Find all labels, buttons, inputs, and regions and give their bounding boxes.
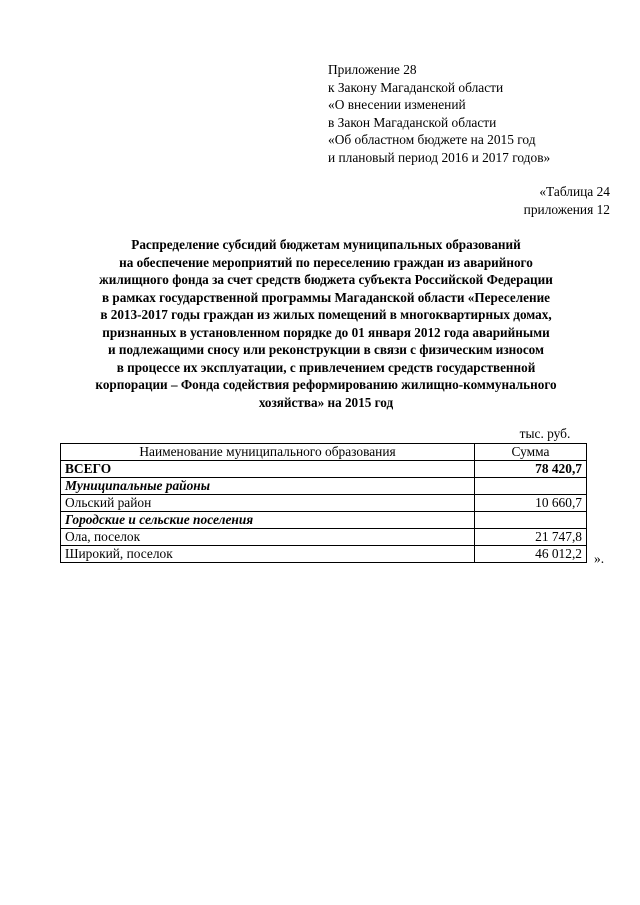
row-name: ВСЕГО — [61, 461, 475, 478]
table-header-row — [61, 444, 587, 461]
row-name: Муниципальные районы — [61, 478, 475, 495]
row-name: Ольский район — [61, 495, 475, 512]
appendix-line: в Закон Магаданской области — [328, 114, 497, 130]
appendix-line: «О внесении изменений — [328, 97, 466, 113]
row-name: Широкий, поселок — [61, 546, 475, 563]
appendix-header — [328, 61, 550, 167]
title-line: признанных в установленном порядке до 01 января 2012 года аварийными — [102, 324, 550, 340]
title-line: в рамках государственной программы Магаданской области «Переселение — [101, 289, 551, 305]
table-row — [61, 546, 587, 563]
title-line: в процессе их эксплуатации, с привлечением средств государственной — [116, 359, 536, 375]
table-reference-line: приложения 12 — [523, 201, 610, 217]
table-reference-line: «Таблица 24 — [539, 184, 610, 199]
document-title — [60, 236, 592, 411]
closing-quote-mark: ». — [594, 551, 605, 566]
title-line: и подлежащими сносу или реконструкции в связи с физическим износом — [107, 342, 544, 358]
row-sum: 78 420,7 — [475, 461, 587, 478]
title-line: корпорации – Фонда содействия реформированию жилищно-коммунального — [95, 377, 557, 393]
appendix-line: «Об областном бюджете на 2015 год — [328, 132, 536, 148]
row-sum: 21 747,8 — [475, 529, 587, 546]
title-line: Распределение субсидий бюджетам муниципальных образований — [131, 237, 521, 252]
title-line: в 2013-2017 годы граждан из жилых помещений в многоквартирных домах, — [100, 307, 552, 323]
table-row — [61, 495, 587, 512]
title-line: на обеспечение мероприятий по переселению граждан из аварийного — [119, 254, 533, 270]
row-name: Ола, поселок — [61, 529, 475, 546]
row-sum — [475, 478, 587, 495]
appendix-line: к Закону Магаданской области — [328, 79, 504, 95]
appendix-line: Приложение 28 — [328, 62, 417, 77]
table-row-group — [61, 478, 587, 495]
row-sum: 46 012,2 — [475, 546, 587, 563]
table-row-total — [61, 461, 587, 478]
table-reference — [524, 183, 610, 218]
title-line: жилищного фонда за счет средств бюджета субъекта Российской Федерации — [99, 272, 553, 288]
units-label: тыс. руб. — [519, 426, 571, 441]
table-row — [61, 529, 587, 546]
row-sum: 10 660,7 — [475, 495, 587, 512]
subsidy-table — [60, 443, 587, 563]
appendix-line: и плановый период 2016 и 2017 годов» — [328, 149, 551, 165]
header-sum: Сумма — [475, 444, 587, 461]
row-sum — [475, 512, 587, 529]
table-row-group — [61, 512, 587, 529]
header-name: Наименование муниципального образования — [61, 444, 475, 461]
row-name: Городские и сельские поселения — [61, 512, 475, 529]
title-line: хозяйства» на 2015 год — [258, 394, 394, 410]
